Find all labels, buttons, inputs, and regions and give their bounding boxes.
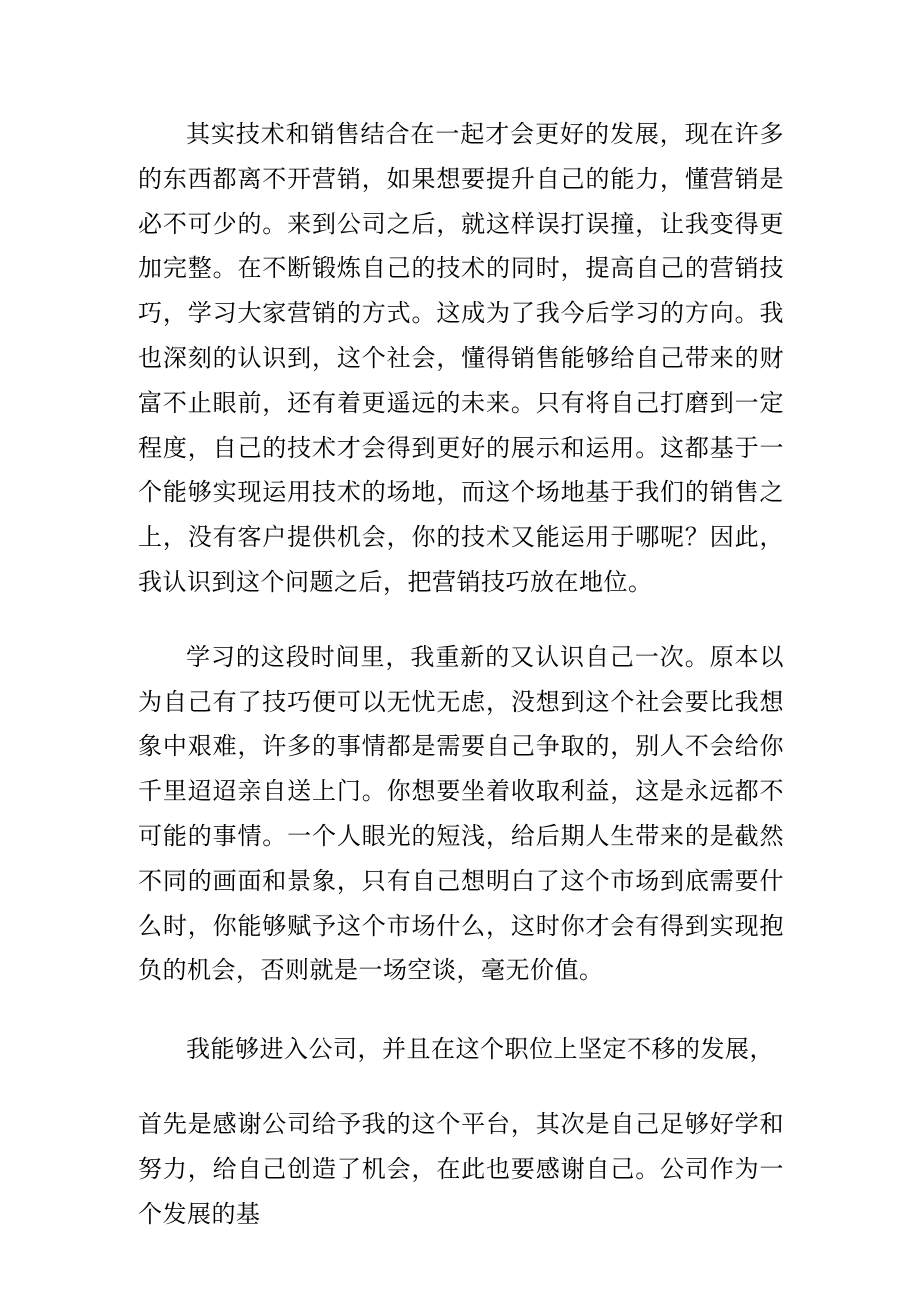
paragraph-1: 其实技术和销售结合在一起才会更好的发展，现在许多的东西都离不开营销，如果想要提升自己的能力，懂营销是必不可少的。来到公司之后，就这样误打误撞，让我变得更加完整。在不断锻炼自己的技术的同时，提高自己的营销技巧，学习大家营销的方式。这成为了我今后学习的方向。我也深刻的认识到，这个社会，懂得销售能够给自己带来的财富不止眼前，还有着更遥远的未来。只有将自己打磨到一定程度，自己的技术才会得到更好的展示和运用。这都基于一个能够实现运用技术的场地，而这个场地基于我们的销售之上，没有客户提供机会，你的技术又能运用于哪呢？因此，我认识到这个问题之后，把营销技巧放在地位。 (138, 120, 784, 596)
paragraph-4: 首先是感谢公司给予我的这个平台，其次是自己足够好学和努力，给自己创造了机会，在此也要感谢自己。公司作为一个发展的基 (138, 1109, 784, 1228)
paragraph-3: 我能够进入公司，并且在这个职位上坚定不移的发展， (186, 1035, 774, 1064)
paragraph-2: 学习的这段时间里，我重新的又认识自己一次。原本以为自己有了技巧便可以无忧无虑，没想到这个社会要比我想象中艰难，许多的事情都是需要自己争取的，别人不会给你千里迢迢亲自送上门。你想要坐着收取利益，这是永远都不可能的事情。一个人眼光的短浅，给后期人生带来的是截然不同的画面和景象，只有自己想明白了这个市场到底需要什么时，你能够赋予这个市场什么，这时你才会有得到实现抱负的机会，否则就是一场空谈，毫无价值。 (138, 642, 784, 985)
